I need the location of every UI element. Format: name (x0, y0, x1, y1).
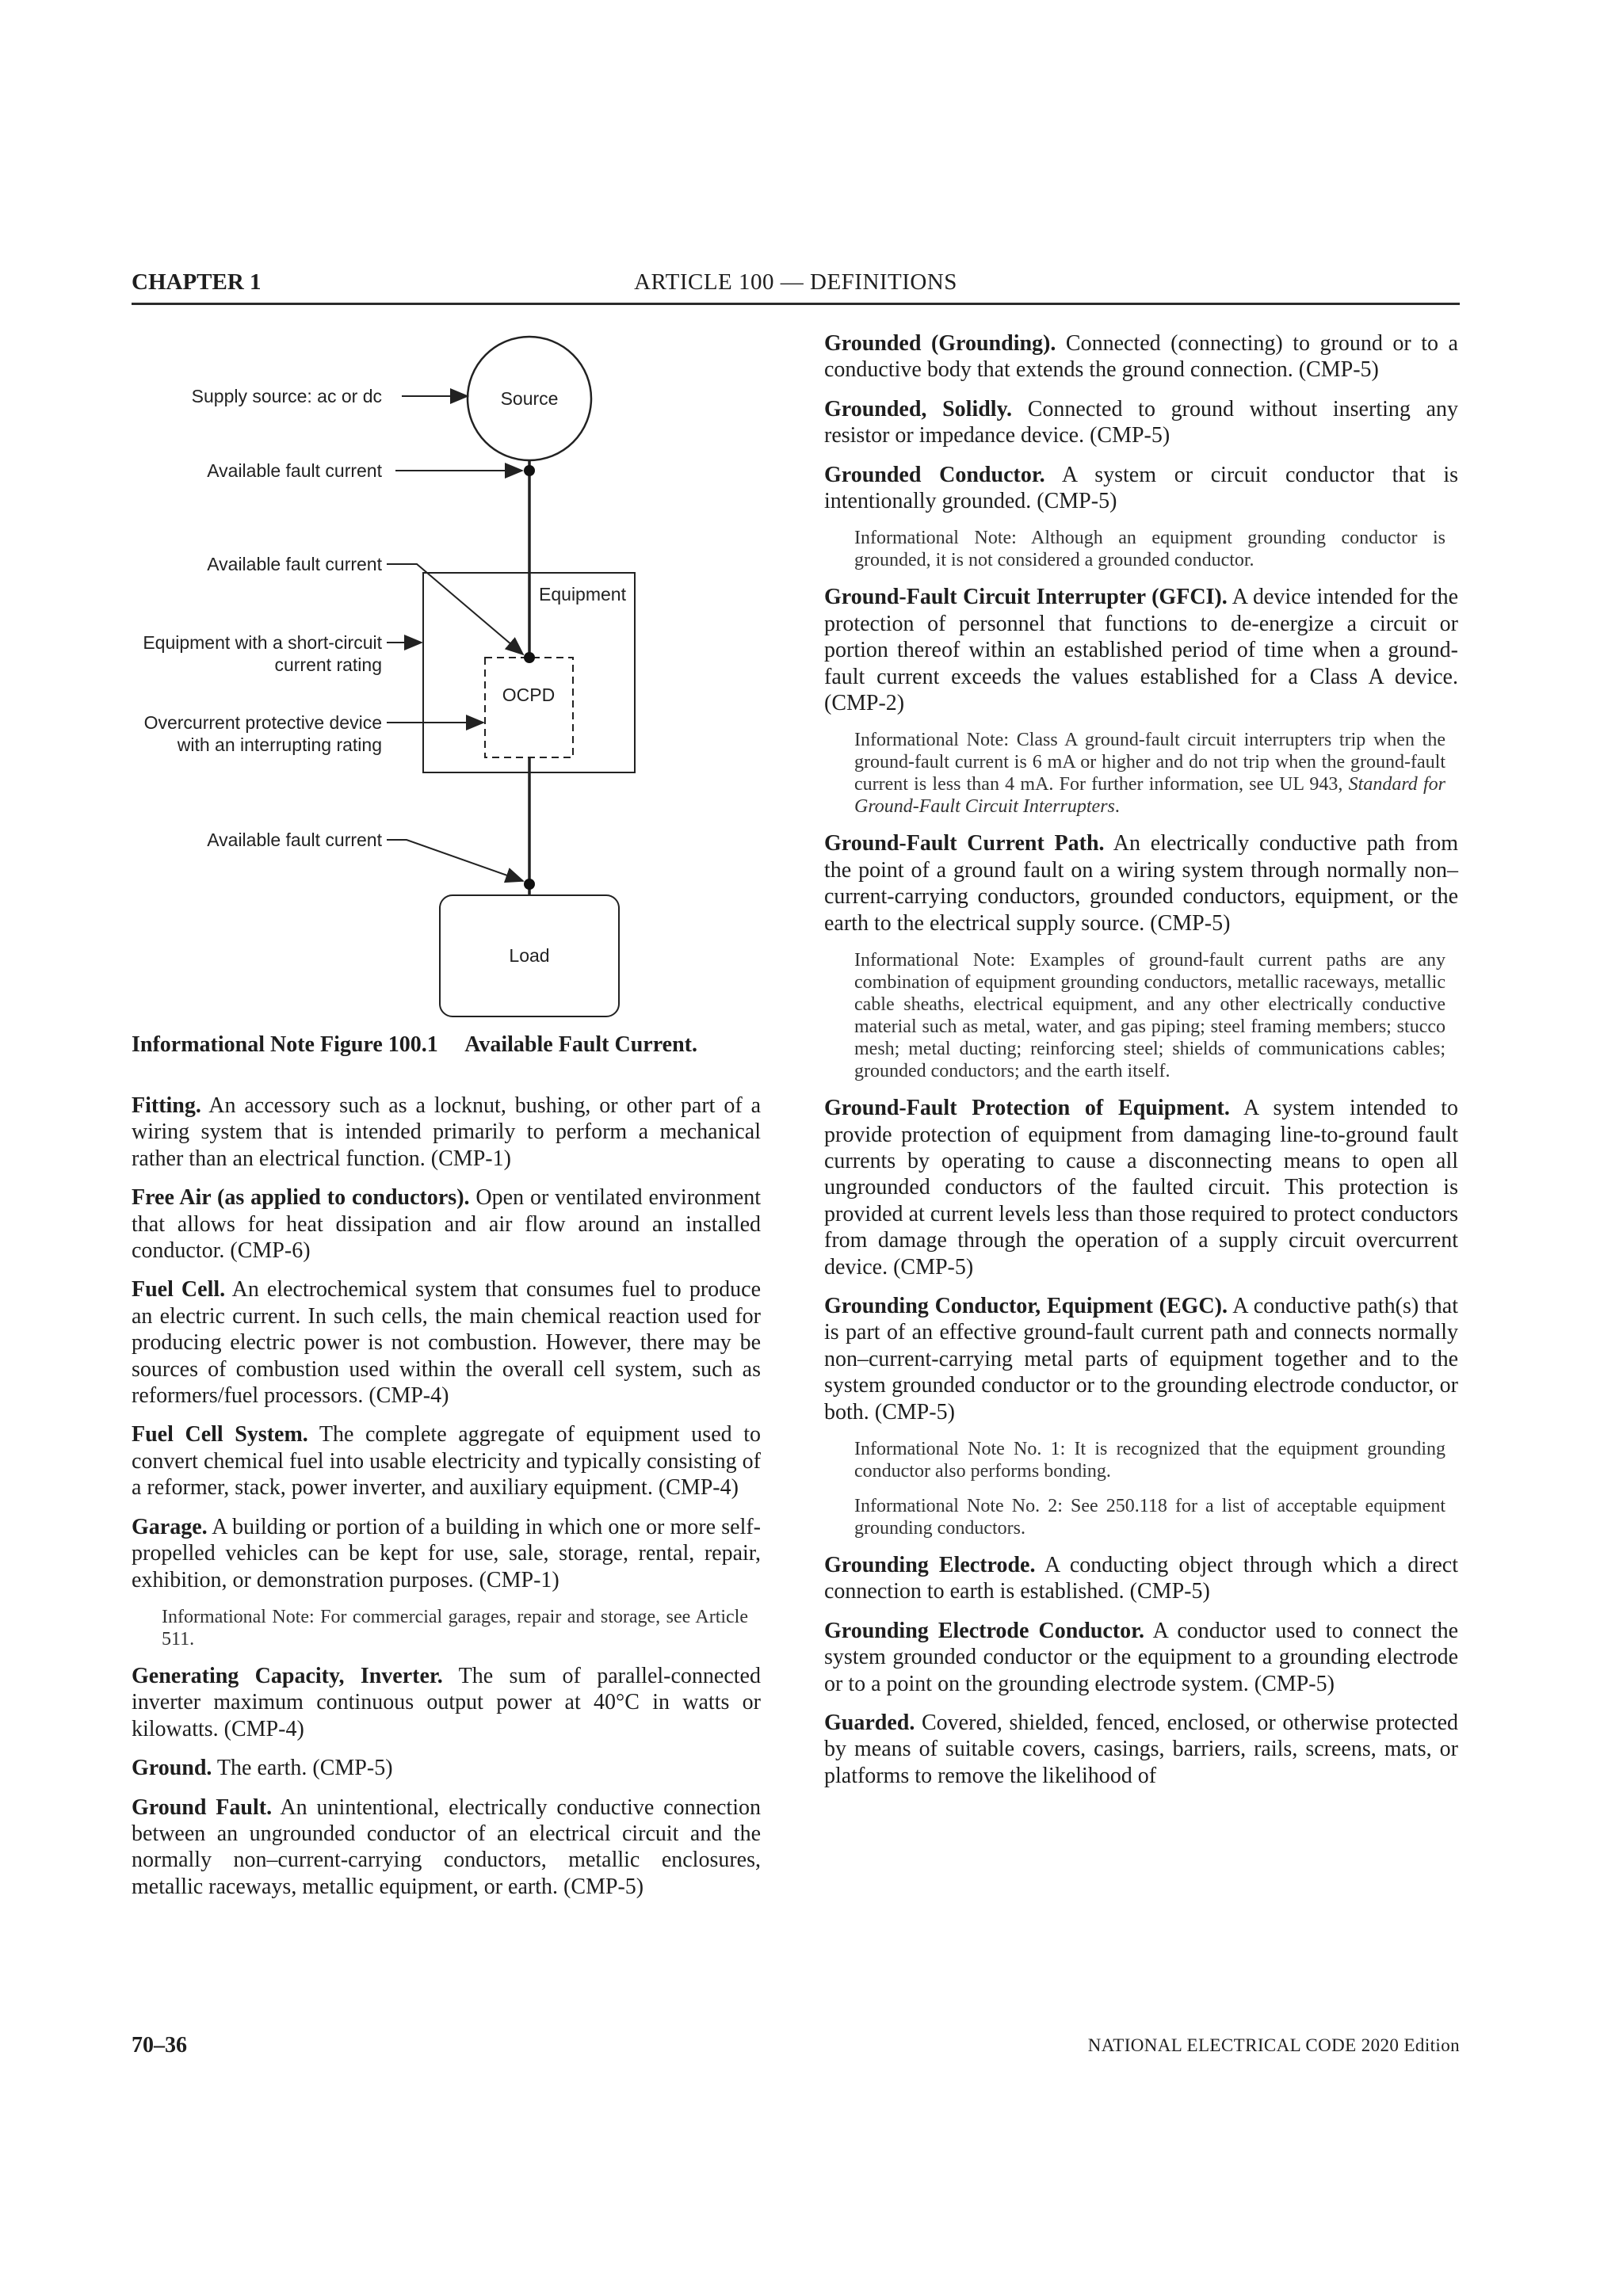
definition-term: Fitting. (132, 1093, 201, 1118)
definition-term: Generating Capacity, Inverter. (132, 1663, 443, 1688)
label-supply-source: Supply source: ac or dc (191, 386, 382, 406)
edition-label: NATIONAL ELECTRICAL CODE 2020 Edition (1087, 2035, 1460, 2055)
definition-entry (824, 1618, 1458, 1697)
left-column (132, 1093, 761, 1913)
note-text: Informational Note: For commercial garages, repair and storage, see Article 511. (162, 1606, 748, 1650)
label-ocpd-rating-2: with an interrupting rating (177, 734, 382, 755)
informational-note (162, 1606, 748, 1650)
definition-entry (132, 1093, 761, 1172)
equipment-label: Equipment (539, 584, 626, 605)
definition-body: A conducting object through which a direct connection to earth is established. (CMP-5) (824, 1552, 1458, 1604)
fault-point-load (524, 879, 535, 890)
note-text: Informational Note: Examples of ground-fault current paths are any combination of equipment grounding conductors, metallic raceways, metallic cable sheaths, electrical equipment, and any other electrically conductive material such as metal, water, and gas piping; steel framing members; stucco mesh; metal ducting; reinforcing steel; shields of communications cables; grounded conductors; and the earth itself. (854, 950, 1445, 1082)
right-column (824, 330, 1458, 1802)
note-text: Informational Note No. 2: See 250.118 for a list of acceptable equipment grounding conductors. (854, 1495, 1445, 1539)
fault-point-source (524, 465, 535, 476)
ocpd-label: OCPD (502, 685, 556, 705)
definition-term: Free Air (as applied to conductors). (132, 1185, 470, 1211)
definition-term: Garage. (132, 1514, 208, 1539)
definition-body: The earth. (CMP-5) (212, 1756, 393, 1781)
definition-entry (824, 396, 1458, 449)
definition-term: Grounding Electrode Conductor. (824, 1618, 1145, 1643)
informational-note (854, 729, 1445, 818)
definition-body: An electrically conductive path from the point of a ground fault on a wiring system through normally non–current-carrying conductors, grounded conductors, equipment, or the earth to the electrical supply source. (CMP-5) (824, 831, 1458, 936)
label-available-fault-current-2: Available fault current (207, 554, 382, 574)
definition-entry (132, 1794, 761, 1901)
definition-body: An accessory such as a locknut, bushing, or other part of a wiring system that is intended primarily to perform a mechanical rather than an electrical function. (CMP-1) (132, 1093, 761, 1171)
informational-note (854, 1438, 1445, 1482)
fault-point-ocpd (524, 652, 535, 663)
definition-entry (132, 1514, 761, 1593)
definition-entry (824, 1293, 1458, 1425)
arrow-fault-current-2 (387, 564, 523, 654)
label-equipment-rating-2: current rating (274, 654, 382, 675)
definition-term: Fuel Cell. (132, 1277, 226, 1302)
definition-body: Open or ventilated environment that allows for heat dissipation and air flow around an installed conductor. (CMP-6) (132, 1185, 761, 1264)
definition-entry (132, 1421, 761, 1501)
ocpd-box (485, 658, 573, 757)
definition-entry (132, 1755, 761, 1781)
figure-caption: Informational Note Figure 100.1 Available Fault Current. (132, 1032, 697, 1057)
page-header (132, 266, 1460, 305)
definition-term: Grounding Conductor, Equipment (EGC). (824, 1293, 1228, 1318)
article-title: ARTICLE 100 — DEFINITIONS (634, 269, 957, 295)
chapter-label: CHAPTER 1 (132, 269, 262, 295)
definition-entry (824, 462, 1458, 515)
definition-body: A system intended to provide protection of equipment from damaging line-to-ground fault currents by operating to cause a disconnecting means to open all ungrounded conductors of the faulted circuit. This protection is provided at current levels less than those required to protect conductors from damage through the operation of a supply circuit overcurrent device. (CMP-5) (824, 1096, 1459, 1280)
definition-entry (824, 830, 1458, 936)
definition-entry (132, 1663, 761, 1742)
page-number: 70–36 (132, 2033, 187, 2058)
load-label: Load (509, 945, 550, 966)
label-equipment-rating-1: Equipment with a short-circuit (143, 632, 382, 653)
definition-entry (824, 1710, 1458, 1789)
definition-body: A conductive path(s) that is part of an effective ground-fault current path and connects normally non–current-carrying metal parts of equipment together and to the system grounded conductor or to the grounding electrode conductor, or both. (CMP-5) (824, 1293, 1458, 1425)
definition-term: Ground Fault. (132, 1794, 273, 1820)
definition-term: Fuel Cell System. (132, 1422, 308, 1447)
note-title: Standard for Ground-Fault Circuit Interrupters (854, 774, 1446, 818)
informational-note (854, 527, 1445, 571)
definition-term: Ground-Fault Protection of Equipment. (824, 1096, 1230, 1121)
definition-term: Grounded (Grounding). (824, 331, 1056, 356)
definition-entry (132, 1276, 761, 1409)
definition-body: An electrochemical system that consumes fuel to produce an electric current. In such cells, the main chemical reaction used for producing electric power is not combustion. However, there may be sources of combustion used within the overall cell system, such as reformers/fuel processors. (CMP-4) (132, 1277, 762, 1409)
label-available-fault-current-3: Available fault current (207, 830, 382, 850)
definition-term: Guarded. (824, 1711, 915, 1735)
label-ocpd-rating-1: Overcurrent protective device (143, 712, 382, 733)
note-text: Informational Note: Although an equipment grounding conductor is grounded, it is not considered a grounded conductor. (854, 528, 1445, 571)
arrow-fault-current-3 (387, 840, 523, 881)
definition-term: Ground. (132, 1756, 212, 1781)
informational-note (854, 1495, 1445, 1539)
definition-term: Grounding Electrode. (824, 1552, 1036, 1577)
definition-entry (824, 330, 1458, 383)
definition-body: A system or circuit conductor that is intentionally grounded. (CMP-5) (824, 462, 1458, 514)
fault-current-figure (132, 321, 781, 1034)
definition-body: Covered, shielded, fenced, enclosed, or otherwise protected by means of suitable covers, casings, barriers, rails, screens, mats, or platforms to remove the likelihood of (824, 1711, 1458, 1788)
note-text: Informational Note: Class A ground-fault circuit interrupters trip when the ground-fault current is 6 mA or higher and do not trip when the ground-fault current is less than 4 mA. For further information, see UL 943, (854, 730, 1445, 795)
definition-body: A device intended for the protection of personnel that functions to de-energize a circuit or portion thereof within an established period of time when a ground-fault current exceeds the values established for a Class A device. (CMP-2) (824, 585, 1459, 716)
definition-term: Ground-Fault Current Path. (824, 831, 1105, 856)
definition-entry (824, 584, 1458, 716)
informational-note (854, 949, 1445, 1082)
definition-body: A building or portion of a building in which one or more self-propelled vehicles can be kept for use, sale, storage, rental, repair, exhibition, or demonstration purposes. (CMP-1) (132, 1514, 761, 1592)
note-end: . (1114, 796, 1120, 818)
label-available-fault-current-1: Available fault current (207, 460, 382, 481)
definition-term: Grounded Conductor. (824, 462, 1045, 487)
definition-term: Ground-Fault Circuit Interrupter (GFCI). (824, 585, 1228, 610)
definition-body: An unintentional, electrically conductive connection between an ungrounded conductor of an electrical circuit and the normally non–current-carrying conductors, metallic enclosures, metallic raceways, metallic equipment, or earth. (CMP-5) (132, 1794, 761, 1899)
definition-body: The sum of parallel-connected inverter maximum continuous output power at 40°C in watts or kilowatts. (CMP-4) (132, 1663, 761, 1741)
definition-body: Connected to ground without inserting any resistor or impedance device. (CMP-5) (824, 396, 1458, 448)
definition-entry (824, 1552, 1458, 1605)
definition-entry (824, 1095, 1458, 1280)
definition-entry (132, 1184, 761, 1264)
source-label: Source (500, 388, 559, 409)
definition-body: Connected (connecting) to ground or to a conductive body that extends the ground connection. (CMP-5) (824, 331, 1458, 383)
note-text: Informational Note No. 1: It is recognized that the equipment grounding conductor also performs bonding. (854, 1438, 1445, 1482)
definition-term: Grounded, Solidly. (824, 396, 1013, 421)
definition-body: The complete aggregate of equipment used to convert chemical fuel into usable electricity and typically consisting of a reformer, stack, power inverter, and auxiliary equipment. (CMP-4) (132, 1422, 761, 1501)
definition-body: A conductor used to connect the system grounded conductor or the equipment to a grounding electrode or to a point on the grounding electrode system. (CMP-5) (824, 1618, 1459, 1696)
